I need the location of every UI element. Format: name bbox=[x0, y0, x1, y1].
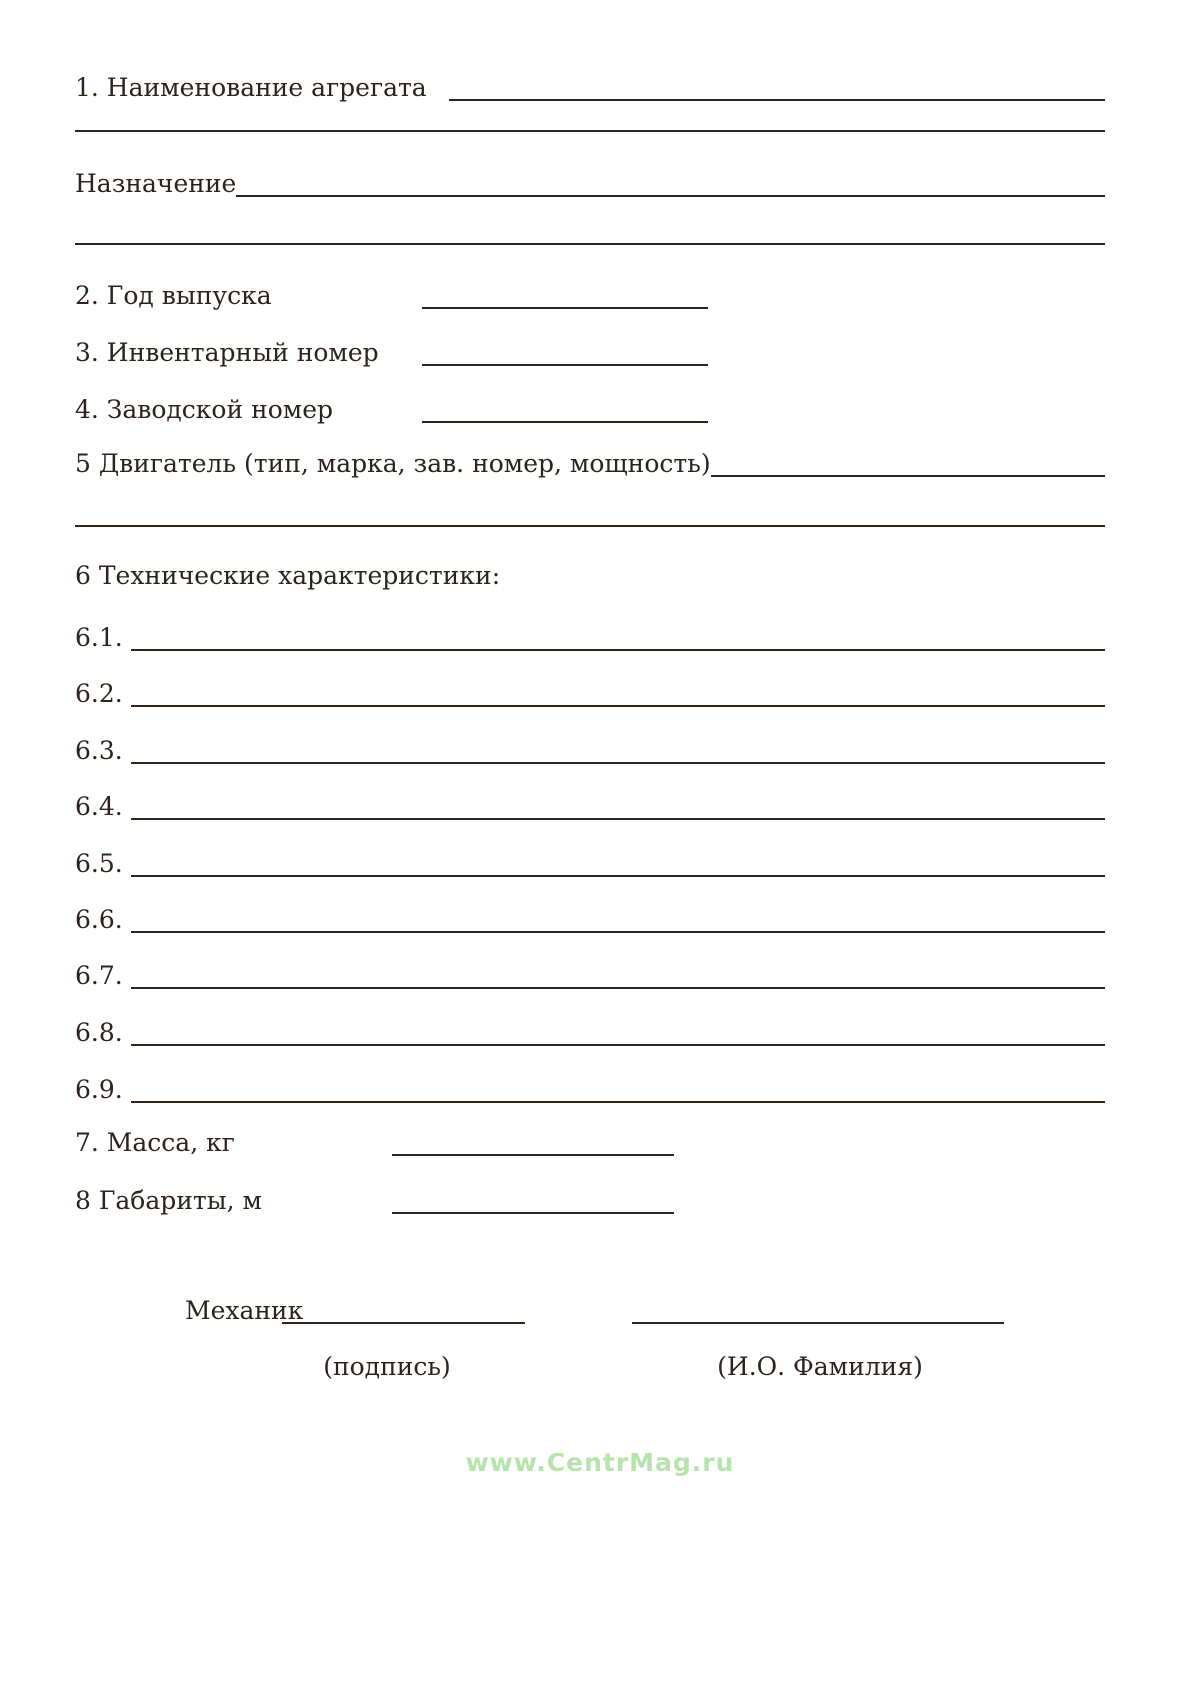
blank-line-tech-spec-3 bbox=[131, 762, 1105, 764]
field-dimensions-label: 8 Габариты, м bbox=[75, 1186, 262, 1215]
blank-line-tech-spec-1 bbox=[131, 649, 1105, 651]
field-serial-number-row bbox=[75, 394, 1105, 424]
tech-spec-row-6 bbox=[75, 904, 1105, 934]
tech-spec-number: 6.4. bbox=[75, 792, 123, 821]
blank-line-unit-name bbox=[449, 99, 1105, 101]
field-year-label: 2. Год выпуска bbox=[75, 281, 272, 310]
field-serial-number-label: 4. Заводской номер bbox=[75, 395, 334, 424]
caption-signature: (подпись) bbox=[323, 1352, 451, 1381]
blank-line-unit-name-continued bbox=[75, 130, 1105, 132]
field-inventory-number-row bbox=[75, 337, 1105, 367]
tech-spec-number: 6.5. bbox=[75, 849, 123, 878]
blank-line-mass bbox=[392, 1154, 674, 1156]
blank-line-purpose-continued bbox=[75, 243, 1105, 245]
field-engine-label: 5 Двигатель (тип, марка, зав. номер, мощность) bbox=[75, 449, 711, 478]
field-inventory-number-label: 3. Инвентарный номер bbox=[75, 338, 379, 367]
blank-line-tech-spec-7 bbox=[131, 987, 1105, 989]
blank-line-tech-spec-2 bbox=[131, 705, 1105, 707]
blank-line-purpose bbox=[236, 195, 1105, 197]
field-mass-label: 7. Масса, кг bbox=[75, 1128, 235, 1157]
blank-line-tech-spec-9 bbox=[131, 1101, 1105, 1103]
blank-line-tech-spec-6 bbox=[131, 931, 1105, 933]
tech-spec-number: 6.6. bbox=[75, 905, 123, 934]
blank-line-year bbox=[422, 307, 708, 309]
tech-spec-row-4 bbox=[75, 791, 1105, 821]
field-purpose-label: Назначение bbox=[75, 169, 237, 198]
tech-spec-row-2 bbox=[75, 678, 1105, 708]
tech-spec-number: 6.8. bbox=[75, 1018, 123, 1047]
field-engine-row bbox=[75, 448, 1105, 478]
blank-line-tech-spec-4 bbox=[131, 818, 1105, 820]
field-purpose-row bbox=[75, 168, 1105, 198]
watermark-text: www.CentrMag.ru bbox=[465, 1448, 735, 1477]
tech-spec-number: 6.7. bbox=[75, 961, 123, 990]
tech-spec-row-1 bbox=[75, 622, 1105, 652]
blank-line-mechanic-signature bbox=[282, 1322, 525, 1324]
tech-spec-row-5 bbox=[75, 848, 1105, 878]
tech-spec-number: 6.2. bbox=[75, 679, 123, 708]
field-unit-name-row bbox=[75, 72, 1105, 102]
tech-spec-number: 6.9. bbox=[75, 1075, 123, 1104]
field-mass-row bbox=[75, 1127, 1105, 1157]
field-year-row bbox=[75, 280, 1105, 310]
blank-line-tech-spec-8 bbox=[131, 1044, 1105, 1046]
tech-spec-row-9 bbox=[75, 1074, 1105, 1104]
field-unit-name-label: 1. Наименование агрегата bbox=[75, 73, 427, 102]
mechanic-label: Механик bbox=[185, 1296, 304, 1325]
tech-spec-number: 6.1. bbox=[75, 623, 123, 652]
blank-line-mechanic-name bbox=[632, 1322, 1004, 1324]
blank-line-tech-spec-5 bbox=[131, 875, 1105, 877]
blank-line-dimensions bbox=[392, 1212, 674, 1214]
tech-spec-row-8 bbox=[75, 1017, 1105, 1047]
blank-line-inventory-number bbox=[422, 364, 708, 366]
blank-line-engine-continued bbox=[75, 525, 1105, 527]
tech-spec-row-3 bbox=[75, 735, 1105, 765]
caption-full-name: (И.О. Фамилия) bbox=[717, 1352, 923, 1381]
blank-line-serial-number bbox=[422, 421, 708, 423]
blank-line-engine bbox=[711, 475, 1105, 477]
section-tech-specs-header bbox=[75, 560, 1105, 590]
signature-row bbox=[75, 1297, 1105, 1325]
tech-spec-number: 6.3. bbox=[75, 736, 123, 765]
field-dimensions-row bbox=[75, 1185, 1105, 1215]
section-tech-specs-label: 6 Технические характеристики: bbox=[75, 561, 501, 590]
tech-spec-row-7 bbox=[75, 960, 1105, 990]
